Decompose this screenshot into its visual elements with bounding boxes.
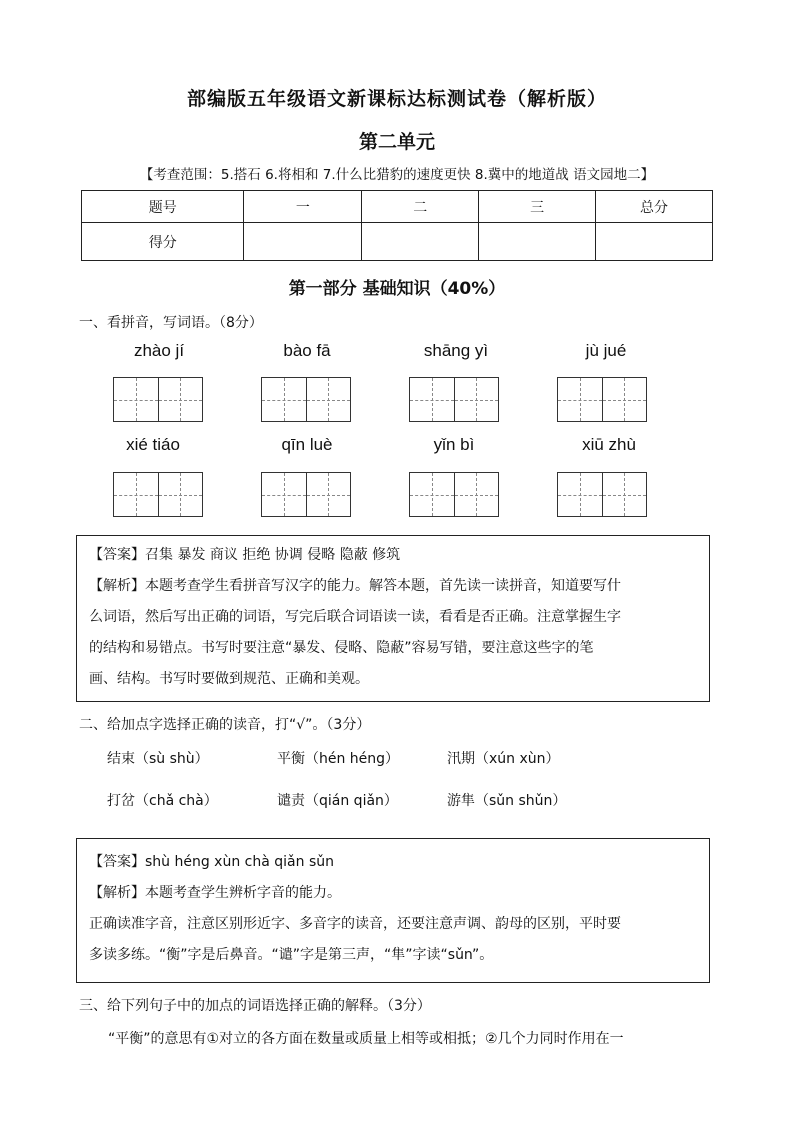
score-header-cell: 一: [244, 191, 362, 223]
writing-grid[interactable]: [113, 377, 203, 422]
answer-box-q2: [76, 838, 710, 983]
analysis-line: 的结构和易错点。书写时要注意“暴发、侵略、隐蔽”容易写错，要注意这些字的笔: [89, 640, 594, 656]
analysis-line: 多读多练。“衡”字是后鼻音。“谴”字是第三声，“隼”字读“sǔn”。: [89, 947, 494, 963]
score-cell: [244, 223, 362, 261]
writing-grid[interactable]: [113, 472, 203, 517]
pinyin-label: qīn luè: [281, 435, 333, 454]
pronunciation-choice[interactable]: 打岔（chǎ chà）: [107, 793, 218, 809]
question-1-title: 一、看拼音，写词语。（8分）: [79, 315, 263, 331]
writing-grid[interactable]: [557, 377, 647, 422]
score-row-label: 得分: [82, 223, 244, 261]
unit-title: 第二单元: [358, 131, 435, 153]
pronunciation-choice[interactable]: 汛期（xún xùn）: [447, 751, 560, 767]
writing-grid[interactable]: [261, 472, 351, 517]
question-2-title: 二、给加点字选择正确的读音，打“√”。（3分）: [79, 717, 371, 733]
answer-text: 【答案】召集 暴发 商议 拒绝 协调 侵略 隐蔽 修筑: [89, 547, 401, 563]
pronunciation-choice[interactable]: 结束（sù shù）: [107, 751, 209, 767]
score-cell: [362, 223, 479, 261]
analysis-line: 【解析】本题考查学生辨析字音的能力。: [89, 885, 341, 901]
score-table: [81, 190, 713, 261]
analysis-line: 画、结构。书写时要做到规范、正确和美观。: [89, 671, 369, 687]
exam-scope: 【考查范围：5.搭石 6.将相和 7.什么比猎豹的速度更快 8.冀中的地道战 语文园地二】: [139, 167, 655, 183]
part-one-title: 第一部分 基础知识（40%）: [288, 279, 506, 299]
writing-grid[interactable]: [557, 472, 647, 517]
pinyin-label: zhào jí: [133, 341, 185, 360]
analysis-line: 正确读准字音，注意区别形近字、多音字的读音，还要注意声调、韵母的区别，平时要: [89, 916, 621, 932]
writing-grid[interactable]: [409, 472, 499, 517]
pinyin-label: jù jué: [585, 341, 627, 360]
pinyin-label: xiū zhù: [582, 435, 636, 454]
pinyin-label: shāng yì: [423, 341, 489, 360]
score-header-cell: 三: [479, 191, 596, 223]
question-3-text: “平衡”的意思有①对立的各方面在数量或质量上相等或相抵；②几个力同时作用在一: [108, 1031, 624, 1047]
pinyin-label: yǐn bì: [433, 435, 475, 454]
analysis-line: 么词语，然后写出正确的词语，写完后联合词语读一读，看看是否正确。注意掌握生字: [89, 609, 621, 625]
pinyin-label: xié tiáo: [126, 435, 180, 454]
answer-text: 【答案】shù héng xùn chà qiǎn sǔn: [89, 854, 334, 870]
score-header-cell: 题号: [82, 191, 244, 223]
score-header-cell: 总分: [596, 191, 713, 223]
answer-box-q1: [76, 535, 710, 702]
writing-grid[interactable]: [409, 377, 499, 422]
pronunciation-choice[interactable]: 谴责（qián qiǎn）: [277, 793, 398, 809]
analysis-line: 【解析】本题考查学生看拼音写汉字的能力。解答本题，首先读一读拼音，知道要写什: [89, 578, 621, 594]
pronunciation-choice[interactable]: 平衡（hén héng）: [277, 751, 400, 767]
pronunciation-choice[interactable]: 游隼（sǔn shǔn）: [447, 793, 567, 809]
writing-grid[interactable]: [261, 377, 351, 422]
pinyin-label: bào fā: [283, 341, 331, 360]
exam-title: 部编版五年级语文新课标达标测试卷（解析版）: [186, 88, 607, 110]
score-cell: [596, 223, 713, 261]
question-3-title: 三、给下列句子中的加点的词语选择正确的解释。（3分）: [79, 998, 431, 1014]
score-cell: [479, 223, 596, 261]
score-header-cell: 二: [362, 191, 479, 223]
